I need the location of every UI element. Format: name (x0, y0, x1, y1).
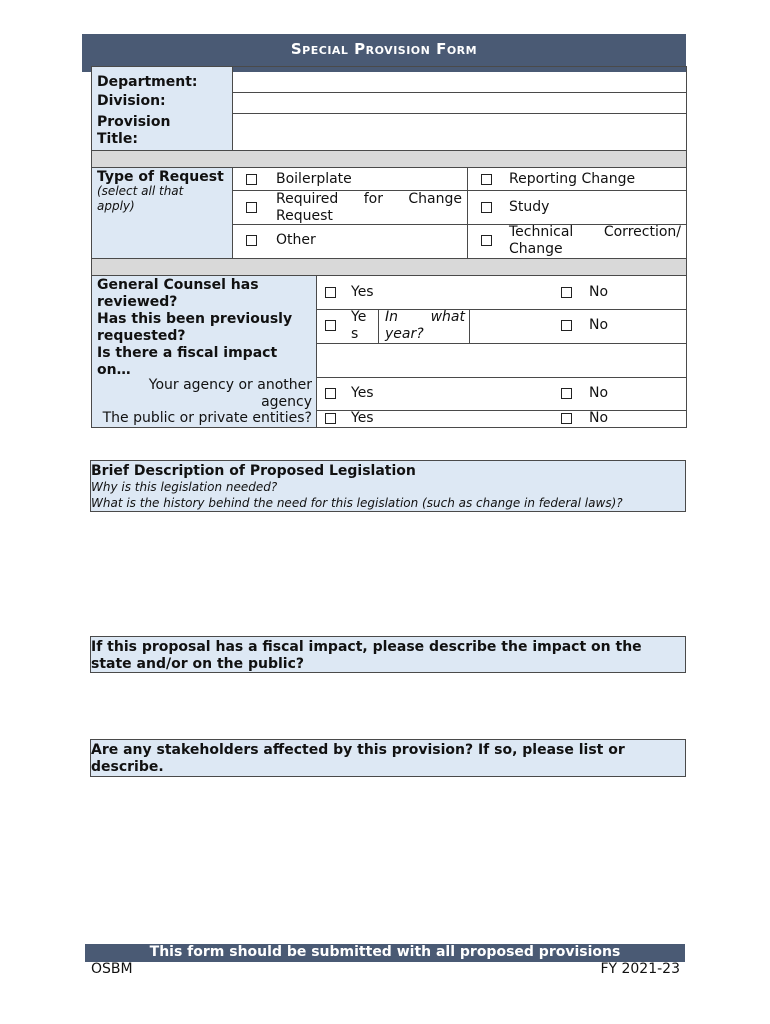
public-private-no-checkbox[interactable] (561, 413, 572, 424)
brief-description-line1: Why is this legislation needed? (91, 480, 278, 494)
stakeholders-answer-area[interactable] (90, 780, 686, 940)
brief-description-line2: What is the history behind the need for this legislation (such as change in federal laws)? (91, 496, 623, 510)
boilerplate-label: Boilerplate (276, 171, 352, 187)
option-cell (232, 224, 468, 259)
footer-right-text: FY 2021-23 (600, 961, 680, 977)
department-label: Department: (97, 74, 198, 90)
separator-row (91, 258, 687, 276)
fiscal-impact-blank-row (316, 343, 687, 378)
technical-correction-checkbox[interactable] (481, 235, 492, 246)
previously-requested-yes-label-a: Ye (351, 309, 367, 325)
agency-no-label: No (589, 385, 609, 401)
footer-left-text: OSBM (91, 961, 133, 977)
other-label: Other (276, 232, 316, 248)
technical-correction-label: Technical Correction/ Change (509, 224, 681, 257)
fiscal-impact-section-title: If this proposal has a fiscal impact, please describe the impact on the state and/or on the public? (91, 639, 642, 672)
previously-requested-yes-checkbox[interactable] (325, 320, 336, 331)
type-of-request-label: Type of Request (97, 169, 224, 185)
department-field[interactable] (232, 66, 687, 93)
division-field[interactable] (232, 92, 687, 114)
agency-no-checkbox[interactable] (561, 388, 572, 399)
reporting-change-checkbox[interactable] (481, 174, 492, 185)
general-counsel-yes-label: Yes (351, 284, 374, 300)
option-cell (467, 190, 687, 225)
brief-description-answer-area[interactable] (90, 515, 686, 630)
separator-row (91, 150, 687, 168)
study-checkbox[interactable] (481, 202, 492, 213)
provision-title-label: Provision Title: (97, 114, 171, 147)
study-label: Study (509, 199, 550, 215)
previously-requested-no-checkbox[interactable] (561, 320, 572, 331)
other-checkbox[interactable] (246, 235, 257, 246)
previously-requested-label: Has this been previously requested? (97, 311, 293, 344)
agency-yes-checkbox[interactable] (325, 388, 336, 399)
general-counsel-label: General Counsel has reviewed? (97, 277, 259, 310)
previously-requested-yes-label-b: s (351, 326, 359, 342)
public-private-yes-checkbox[interactable] (325, 413, 336, 424)
agency-yes-label: Yes (351, 385, 374, 401)
required-for-change-checkbox[interactable] (246, 202, 257, 213)
previously-requested-answer-row (316, 309, 687, 344)
fiscal-impact-label: Is there a fiscal impact on… (97, 345, 278, 378)
general-counsel-no-checkbox[interactable] (561, 287, 572, 298)
general-counsel-yes-checkbox[interactable] (325, 287, 336, 298)
general-counsel-no-label: No (589, 284, 609, 300)
in-what-year-label: In what year? (385, 309, 465, 342)
type-of-request-hint: (select all that apply) (97, 184, 184, 213)
public-private-yes-label: Yes (351, 410, 374, 426)
form-title: Special Provision Form (82, 34, 686, 72)
public-private-no-label: No (589, 410, 609, 426)
stakeholders-section-title: Are any stakeholders affected by this provision? If so, please list or describe. (91, 742, 625, 775)
brief-description-title: Brief Description of Proposed Legislation (91, 463, 416, 479)
previously-requested-no-label: No (589, 317, 609, 333)
public-private-label: The public or private entities? (102, 410, 312, 426)
fiscal-impact-answer-area[interactable] (90, 676, 686, 736)
division-label: Division: (97, 93, 166, 109)
required-for-change-label: Required for Change Request (276, 191, 462, 224)
footer-notice: This form should be submitted with all proposed provisions (85, 944, 685, 962)
provision-title-field[interactable] (232, 113, 687, 151)
agency-label: Your agency or another agency (148, 377, 312, 410)
boilerplate-checkbox[interactable] (246, 174, 257, 185)
reporting-change-label: Reporting Change (509, 171, 636, 187)
